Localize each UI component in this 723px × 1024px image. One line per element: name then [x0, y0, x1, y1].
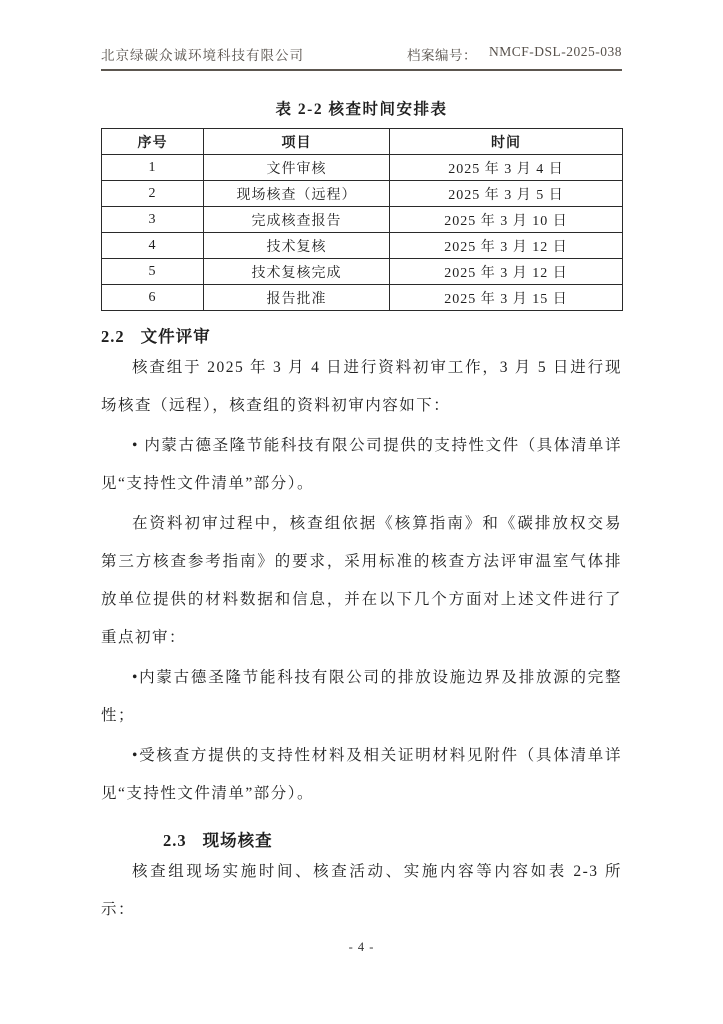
- cell-item: 技术复核完成: [204, 259, 390, 285]
- cell-time: 2025 年 3 月 12 日: [390, 259, 623, 285]
- archive-label: 档案编号：: [406, 48, 477, 63]
- cell-no: 3: [102, 207, 204, 233]
- table-row: [102, 207, 623, 233]
- paragraph-document-review-intro: 核查组于 2025 年 3 月 4 日进行资料初审工作，3 月 5 日进行现场核查（远程），核查组的资料初审内容如下：: [101, 359, 622, 414]
- bullet-supporting-materials: •受核查方提供的支持性材料及相关证明材料见附件（具体清单详见“支持性文件清单”部分）。: [101, 747, 622, 802]
- header-company-name: 北京绿碳众诚环境科技有限公司: [101, 48, 304, 63]
- section-title: 现场核查: [202, 831, 273, 850]
- cell-time: 2025 年 3 月 10 日: [390, 207, 623, 233]
- cell-no: 1: [102, 155, 204, 181]
- table-row: [102, 233, 623, 259]
- bullet-supporting-documents: • 内蒙古德圣隆节能科技有限公司提供的支持性文件（具体清单详见“支持性文件清单”部分）。: [101, 437, 622, 492]
- cell-time: 2025 年 3 月 4 日: [390, 155, 623, 181]
- cell-no: 5: [102, 259, 204, 285]
- cell-item: 现场核查（远程）: [204, 181, 390, 207]
- table-caption: 表 2-2 核查时间安排表: [275, 101, 448, 118]
- cell-time: 2025 年 3 月 15 日: [390, 285, 623, 311]
- table-header-row: [102, 129, 623, 155]
- cell-no: 2: [102, 181, 204, 207]
- table-row: [102, 181, 623, 207]
- cell-item: 技术复核: [204, 233, 390, 259]
- page-number: - 4 -: [348, 940, 375, 954]
- col-header-time: 时间: [390, 129, 623, 155]
- header-archive: [407, 44, 622, 64]
- cell-item: 完成核查报告: [204, 207, 390, 233]
- col-header-no: 序号: [102, 129, 204, 155]
- cell-no: 6: [102, 285, 204, 311]
- page-header: [101, 44, 622, 71]
- cell-time: 2025 年 3 月 12 日: [390, 233, 623, 259]
- bullet-emission-boundary: •内蒙古德圣隆节能科技有限公司的排放设施边界及排放源的完整性；: [101, 669, 622, 724]
- section-heading-2-3: [163, 827, 622, 851]
- cell-item: 报告批准: [204, 285, 390, 311]
- cell-no: 4: [102, 233, 204, 259]
- verification-schedule-table: [101, 128, 623, 311]
- table-row: [102, 259, 623, 285]
- section-number: 2.3: [163, 831, 187, 850]
- section-heading-2-2: [101, 323, 622, 347]
- paragraph-review-process: 在资料初审过程中，核查组依据《核算指南》和《碳排放权交易第三方核查参考指南》的要求，采用标准的核查方法评审温室气体排放单位提供的材料数据和信息，并在以下几个方面对上述文件进行了重点初审：: [101, 515, 622, 646]
- cell-time: 2025 年 3 月 5 日: [390, 181, 623, 207]
- table-row: [102, 155, 623, 181]
- table-row: [102, 285, 623, 311]
- section-number: 2.2: [101, 327, 125, 346]
- archive-number: NMCF-DSL-2025-038: [488, 44, 622, 59]
- cell-item: 文件审核: [204, 155, 390, 181]
- paragraph-onsite-verification-intro: 核查组现场实施时间、核查活动、实施内容等内容如表 2-3 所示：: [101, 863, 622, 918]
- col-header-item: 项目: [204, 129, 390, 155]
- section-title: 文件评审: [140, 327, 211, 346]
